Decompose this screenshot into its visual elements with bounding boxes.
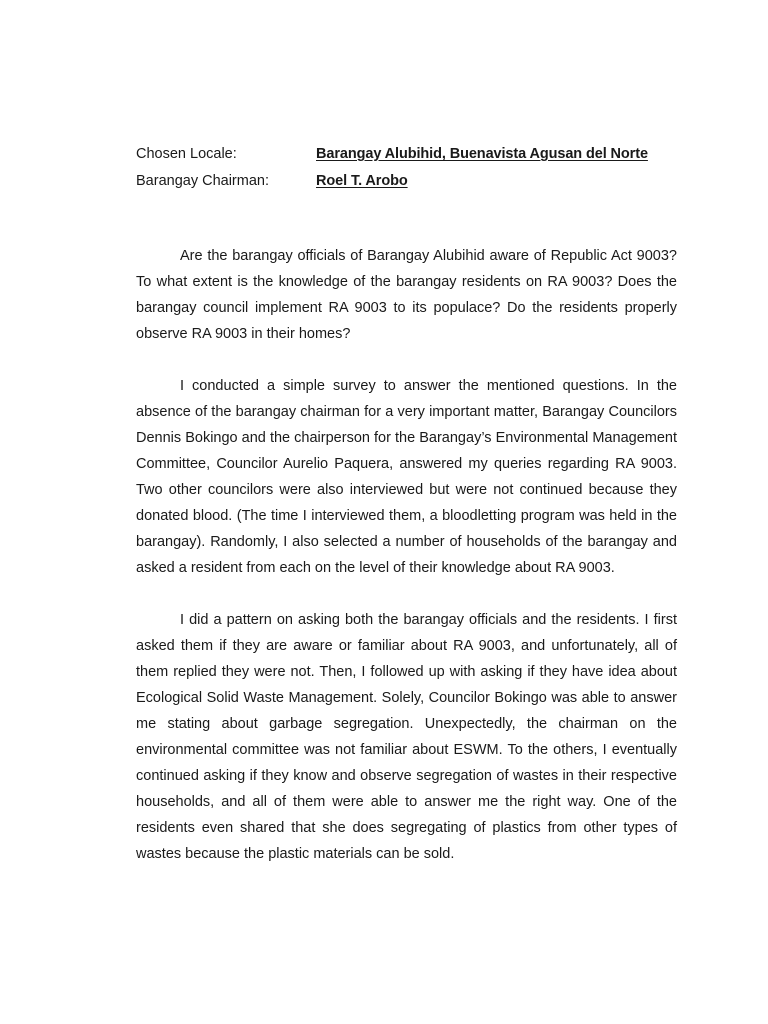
document-body bbox=[136, 243, 677, 893]
document-header bbox=[136, 141, 696, 195]
paragraph-3: I did a pattern on asking both the barangay officials and the residents. I first asked them if they are aware or familiar about RA 9003, and unfortunately, all of them replied they were not. Then, I followed up with asking if they have idea about Ecological Solid Waste Management. Solely, Councilor Bokingo was able to answer me stating about garbage segregation. Unexpectedly, the chairman on the environmental committee was not familiar about ESWM. To the others, I eventually continued asking if they know and observe segregation of wastes in their respective households, and all of them were able to answer me the right way. One of the residents even shared that she does segregating of plastics from other types of wastes because the plastic materials can be sold. bbox=[136, 612, 677, 862]
paragraph-1: Are the barangay officials of Barangay Alubihid aware of Republic Act 9003? To what extent is the knowledge of the barangay residents on RA 9003? Does the barangay council implement RA 9003 to its populace? Do the residents properly observe RA 9003 in their homes? bbox=[136, 248, 677, 342]
locale-row bbox=[136, 141, 696, 168]
chairman-row bbox=[136, 168, 696, 195]
chairman-label: Barangay Chairman: bbox=[136, 173, 269, 189]
locale-value: Barangay Alubihid, Buenavista Agusan del Norte bbox=[316, 146, 648, 162]
chairman-value: Roel T. Arobo bbox=[316, 173, 408, 189]
paragraph-2: I conducted a simple survey to answer the mentioned questions. In the absence of the barangay chairman for a very important matter, Barangay Councilors Dennis Bokingo and the chairperson for the Barangay’s Environmental Management Committee, Councilor Aurelio Paquera, answered my queries regarding RA 9003. Two other councilors were also interviewed but were not continued because they donated blood. (The time I interviewed them, a bloodletting program was held in the barangay). Randomly, I also selected a number of households of the barangay and asked a resident from each on the level of their knowledge about RA 9003. bbox=[136, 378, 677, 576]
locale-label: Chosen Locale: bbox=[136, 146, 237, 162]
